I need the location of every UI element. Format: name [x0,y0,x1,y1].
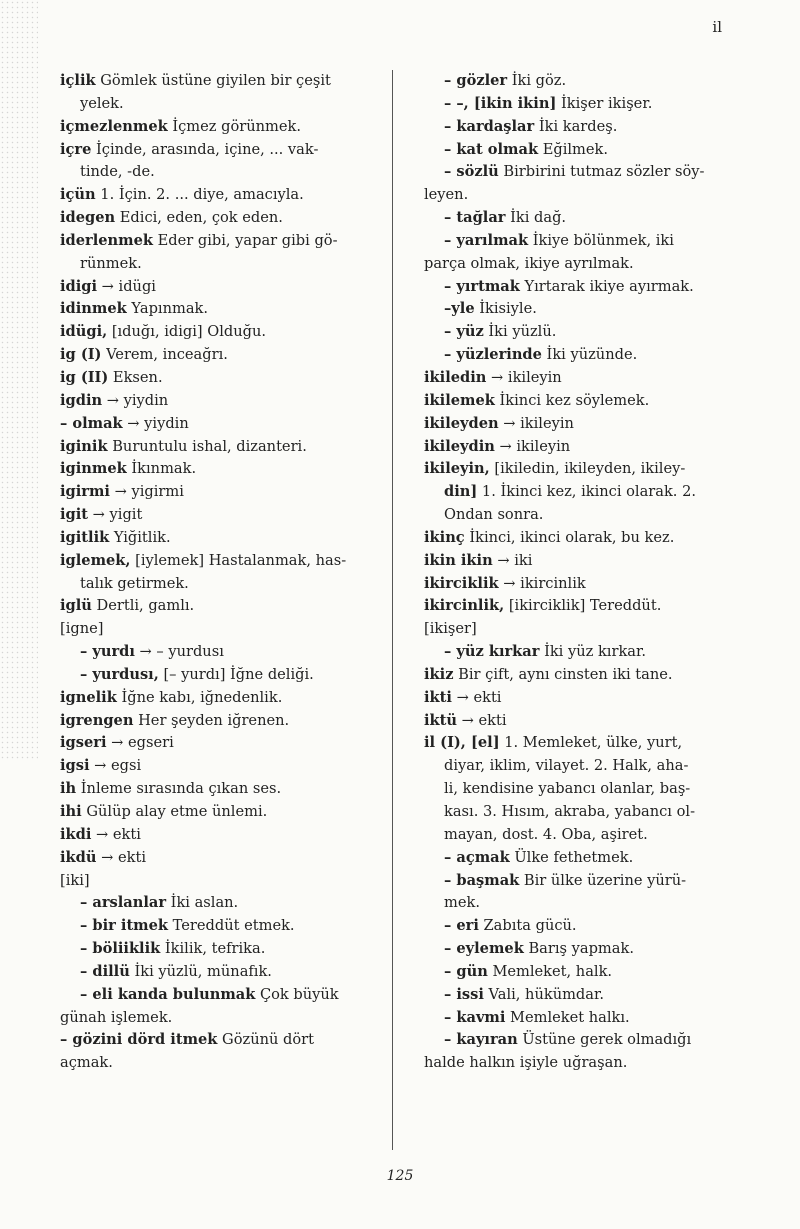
headword: içre [60,140,92,158]
definition: → ikircinlik [498,574,586,592]
dictionary-entry-line [60,573,382,596]
definition: İki yüzlü, münafık. [129,962,272,980]
definition: İkiye bölünmek, iki [528,231,674,249]
dictionary-entry-line [424,436,724,459]
headword: idigi [60,277,98,295]
headword: idegen [60,209,116,227]
headword: ikdü [60,848,97,866]
headword: ikin ikin [424,551,493,569]
definition: → ekti [451,688,502,706]
definition: Tereddüt etmek. [168,917,295,935]
dictionary-entry-line [60,413,382,436]
definition: diyar, iklim, vilayet. 2. Halk, aha- [444,757,689,775]
headword: – yüz kırkar [444,643,540,661]
dictionary-entry-line [424,390,724,413]
headword: igsi [60,757,90,775]
definition: 1. İkinci kez, ikinci olarak. 2. [477,483,697,501]
dictionary-entry-line [60,915,382,938]
dictionary-entry-line [60,344,382,367]
headword: idügi, [60,323,108,341]
definition: [ıduğı, idigi] Olduğu. [107,323,266,341]
dictionary-entry-line [60,504,382,527]
dictionary-entry-line [60,276,382,299]
definition: Eğilmek. [538,140,608,158]
dictionary-entry-line [60,458,382,481]
definition: İkinci kez söylemek. [494,391,650,409]
dictionary-entry-line [424,961,724,984]
definition: İki aslan. [166,894,239,912]
definition: İki yüz kırkar. [539,643,647,661]
definition: tinde, -de. [80,163,155,181]
headword: – gözini dörd itmek [60,1031,218,1049]
headword: – kayıran [444,1031,518,1049]
dictionary-entry-line [60,93,382,116]
definition: → – yurdusı [134,643,224,661]
definition: Edici, eden, çok eden. [115,209,283,227]
definition: talık getirmek. [80,574,189,592]
definition: İğne kabı, iğnedenlik. [116,688,283,706]
headword: ikileydin [424,437,495,455]
dictionary-entry-line [60,139,382,162]
definition: → ikileyin [494,437,571,455]
headword: – dillü [80,962,130,980]
dictionary-entry-line [60,892,382,915]
definition: Gömlek üstüne giyilen bir çeşit [95,72,331,89]
dictionary-entry-line [424,732,724,755]
headword: ikileyin, [424,460,490,478]
definition: [igne] [60,620,104,638]
dictionary-entry-line [60,230,382,253]
definition: → yiydin [122,414,189,432]
definition: İkınmak. [126,460,197,478]
headword: igdin [60,391,103,409]
headword: ihi [60,803,82,820]
dictionary-entry-line [60,321,382,344]
dictionary-entry-line [424,892,724,915]
definition: Üstüne gerek olmadığı [517,1031,692,1049]
definition: Barış yapmak. [523,940,634,958]
definition: İki dağ. [505,209,567,227]
definition: → ekti [91,825,141,843]
dictionary-entry-line [424,1029,724,1052]
headword: iglemek, [60,551,131,569]
dictionary-entry-line [60,938,382,961]
definition: li, kendisine yabancı olanlar, baş- [444,780,691,798]
definition: → yigirmi [109,483,184,501]
dictionary-entry-line [60,732,382,755]
corner-mark: il [712,18,722,36]
definition: Memleket halkı. [505,1008,630,1026]
dictionary-entry-line [60,778,382,801]
dictionary-entry-line [424,161,724,184]
definition: → yigit [88,506,143,524]
dictionary-entry-line [424,915,724,938]
headword: – açmak [444,848,510,866]
definition: Yiğitlik. [109,528,171,546]
headword: ikinç [424,528,465,546]
headword: ih [60,780,77,798]
scan-speckle [0,0,38,760]
dictionary-entry-line [424,847,724,870]
dictionary-entry-line [424,344,724,367]
dictionary-entry-line [60,1052,382,1075]
headword: idinmek [60,300,127,318]
headword: – –, [ikin ikin] [444,94,557,112]
definition: → idügi [97,277,156,295]
dictionary-entry-line [60,298,382,321]
definition: Ülke fethetmek. [509,848,634,866]
definition: 1. Memleket, ülke, yurt, [499,734,683,752]
dictionary-entry-line [60,961,382,984]
headword: – yüzlerinde [444,346,542,364]
headword: ikirciklik [424,574,499,592]
headword: ikti [424,688,452,706]
definition: Eksen. [108,368,163,386]
dictionary-entry-line [60,595,382,618]
definition: → ikileyin [486,368,562,386]
dictionary-entry-line [424,618,724,641]
dictionary-entry-line [60,390,382,413]
definition: İki yüzünde. [541,346,638,364]
headword: – kardaşlar [444,117,535,135]
headword: – issi [444,985,484,1003]
definition: İnleme sırasında çıkan ses. [76,780,282,798]
headword: ikilemek [424,391,495,409]
headword: – yarılmak [444,231,529,249]
headword: ikdi [60,825,92,843]
dictionary-entry-line [60,710,382,733]
dictionary-entry-line [60,687,382,710]
dictionary-entry-line [424,801,724,824]
dictionary-entry-line [424,298,724,321]
definition: yelek. [80,94,124,112]
headword: igrengen [60,711,134,729]
definition: Bir çift, aynı cinsten iki tane. [453,665,673,683]
headword: – arslanlar [80,894,167,912]
dictionary-entry-line [60,801,382,824]
dictionary-entry-line [60,436,382,459]
dictionary-entry-line [60,984,382,1007]
headword: iginik [60,437,108,455]
dictionary-entry-line [60,618,382,641]
dictionary-entry-line [60,1029,382,1052]
definition: günah işlemek. [60,1008,173,1026]
dictionary-entry-line [424,230,724,253]
page-number: 125 [386,1168,414,1184]
headword: – kavmi [444,1008,506,1026]
headword: –yle [444,300,475,318]
definition: kası. 3. Hısım, akraba, yabancı ol- [444,803,696,820]
headword: ikiz [424,665,454,683]
dictionary-entry-line [424,253,724,276]
dictionary-entry-line [424,321,724,344]
headword: – yırtmak [444,277,520,295]
headword: iktü [424,711,458,729]
definition: [iki] [60,871,90,889]
definition: Verem, inceağrı. [101,346,228,364]
definition: İkinci, ikinci olarak, bu kez. [464,528,675,546]
definition: → ikileyin [498,414,574,432]
definition: İçmez görünmek. [167,117,301,135]
headword: din] [444,483,478,501]
headword: ikileyden [424,414,499,432]
dictionary-entry-line [60,870,382,893]
dictionary-entry-line [424,573,724,596]
dictionary-entry-line [424,687,724,710]
dictionary-entry-line [424,116,724,139]
dictionary-entry-line [60,253,382,276]
dictionary-entry-line [424,664,724,687]
definition: Her şeyden iğrenen. [133,711,290,729]
headword: içlik [60,72,96,89]
definition: parça olmak, ikiye ayrılmak. [424,254,634,272]
dictionary-entry-line [60,755,382,778]
definition: Gözünü dört [217,1031,314,1049]
headword: – başmak [444,871,520,889]
definition: [iylemek] Hastalanmak, has- [130,551,347,569]
dictionary-entry-line [60,847,382,870]
headword: – böliiklik [80,940,161,958]
headword: ikiledin [424,368,487,386]
definition: Dertli, gamlı. [91,597,195,615]
dictionary-entry-line [424,755,724,778]
definition: İçinde, arasında, içine, ... vak- [91,140,319,158]
definition: 1. İçin. 2. ... diye, amacıyla. [95,186,304,204]
definition: [ikirciklik] Tereddüt. [504,597,662,615]
headword: – kat olmak [444,140,539,158]
definition: [– yurdı] İğne deliği. [158,665,314,683]
dictionary-entry-line [60,824,382,847]
dictionary-entry-line [60,207,382,230]
dictionary-entry-line [424,1007,724,1030]
headword: – tağlar [444,209,506,227]
definition: Birbirini tutmaz sözler söy- [498,163,705,181]
headword: ikircinlik, [424,597,505,615]
dictionary-entry-line [60,184,382,207]
dictionary-entry-line [60,550,382,573]
dictionary-entry-line [424,70,724,93]
headword: – yurdusı, [80,665,159,683]
dictionary-entry-line [424,870,724,893]
definition: Eder gibi, yapar gibi gö- [153,231,338,249]
definition: Vali, hükümdar. [483,985,604,1003]
definition: → iki [492,551,533,569]
dictionary-entry-line [424,824,724,847]
dictionary-entry-line [424,527,724,550]
dictionary-entry-line [424,481,724,504]
headword: ig (I) [60,346,102,364]
definition: → egsi [89,757,142,775]
headword: – bir itmek [80,917,169,935]
column-divider [392,70,393,1150]
definition: Yapınmak. [126,300,209,318]
dictionary-entry-line [424,710,724,733]
left-column [60,70,382,1075]
dictionary-entry-line [60,527,382,550]
dictionary-entry-line [60,1007,382,1030]
dictionary-entry-line [424,276,724,299]
definition: Zabıta gücü. [478,917,577,935]
dictionary-entry-line [424,550,724,573]
headword: il (I), [el] [424,734,500,752]
headword: – yurdı [80,643,135,661]
definition: Bir ülke üzerine yürü- [519,871,687,889]
headword: – sözlü [444,163,499,181]
headword: igirmi [60,483,110,501]
definition: → yiydin [102,391,169,409]
definition: Gülüp alay etme ünlemi. [81,803,268,820]
dictionary-entry-line [424,504,724,527]
headword: ignelik [60,688,117,706]
definition: → ekti [457,711,507,729]
headword: – eri [444,917,479,935]
dictionary-entry-line [60,70,382,93]
dictionary-entry-line [424,595,724,618]
definition: İkisiyle. [474,300,537,318]
dictionary-entry-line [60,116,382,139]
headword: – yüz [444,323,484,341]
headword: – olmak [60,414,123,432]
dictionary-entry-line [60,481,382,504]
dictionary-entry-line [424,139,724,162]
dictionary-entry-line [424,207,724,230]
dictionary-entry-line [60,664,382,687]
headword: iglü [60,597,92,615]
dictionary-entry-line [60,641,382,664]
headword: iderlenmek [60,231,153,249]
definition: Buruntulu ishal, dizanteri. [107,437,307,455]
headword: igit [60,506,89,524]
definition: açmak. [60,1054,113,1072]
headword: iginmek [60,460,127,478]
headword: – gün [444,962,488,980]
headword: – eylemek [444,940,524,958]
dictionary-entry-line [424,458,724,481]
dictionary-entry-line [60,161,382,184]
definition: → egseri [106,734,174,752]
definition: [ikiledin, ikileyden, ikiley- [489,460,686,478]
headword: – gözler [444,72,508,89]
dictionary-entry-line [424,184,724,207]
dictionary-entry-line [424,778,724,801]
headword: igitlik [60,528,110,546]
definition: Çok büyük [255,985,339,1003]
headword: içün [60,186,96,204]
headword: igseri [60,734,107,752]
definition: halde halkın işiyle uğraşan. [424,1054,628,1072]
right-column [424,70,724,1075]
definition: → ekti [96,848,147,866]
definition: İki kardeş. [534,117,618,135]
definition: mayan, dost. 4. Oba, aşiret. [444,825,648,843]
dictionary-entry-line [424,413,724,436]
dictionary-entry-line [424,367,724,390]
definition: Memleket, halk. [487,962,613,980]
dictionary-entry-line [424,93,724,116]
headword: – eli kanda bulunmak [80,985,256,1003]
definition: mek. [444,894,480,912]
definition: rünmek. [80,254,142,272]
definition: Ondan sonra. [444,506,544,524]
dictionary-entry-line [60,367,382,390]
dictionary-entry-line [424,641,724,664]
definition: leyen. [424,186,469,204]
headword: ig (II) [60,368,109,386]
definition: [ikişer] [424,620,477,638]
definition: İki göz. [507,72,567,89]
dictionary-entry-line [424,938,724,961]
definition: Yırtarak ikiye ayırmak. [519,277,694,295]
dictionary-entry-line [424,1052,724,1075]
headword: içmezlenmek [60,117,168,135]
definition: İkilik, tefrika. [160,940,266,958]
definition: İki yüzlü. [483,323,557,341]
dictionary-entry-line [424,984,724,1007]
definition: İkişer ikişer. [556,94,653,112]
